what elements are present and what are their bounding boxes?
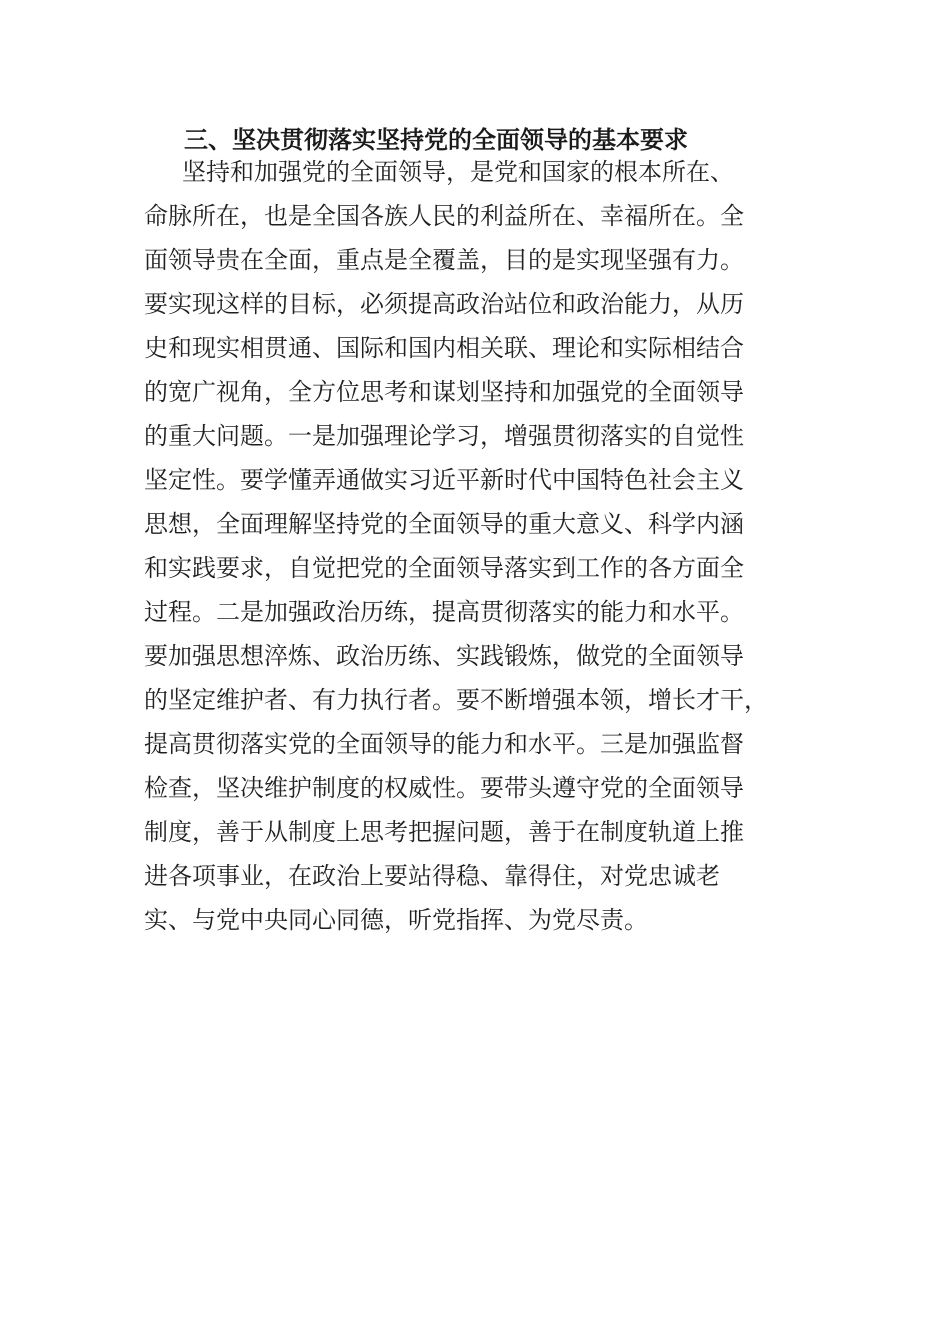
paragraph-line: 和实践要求，自觉把党的全面领导落实到工作的各方面全 (144, 554, 744, 582)
body-paragraph (144, 150, 804, 942)
paragraph-line: 史和现实相贯通、国际和国内相关联、理论和实际相结合 (144, 334, 744, 362)
paragraph-line: 进各项事业，在政治上要站得稳、靠得住，对党忠诚老 (144, 862, 720, 890)
paragraph-line: 要实现这样的目标，必须提高政治站位和政治能力，从历 (144, 290, 744, 318)
section-heading: 三、坚决贯彻落实坚持党的全面领导的基本要求 (184, 125, 688, 154)
paragraph-line: 面领导贵在全面，重点是全覆盖，目的是实现坚强有力。 (144, 246, 744, 274)
paragraph-line: 的宽广视角，全方位思考和谋划坚持和加强党的全面领导 (144, 378, 744, 406)
paragraph-line: 实、与党中央同心同德，听党指挥、为党尽责。 (144, 906, 648, 934)
paragraph-line: 制度，善于从制度上思考把握问题，善于在制度轨道上推 (144, 818, 744, 846)
paragraph-line: 命脉所在，也是全国各族人民的利益所在、幸福所在。全 (144, 202, 744, 230)
paragraph-line: 坚定性。要学懂弄通做实习近平新时代中国特色社会主义 (144, 466, 744, 494)
paragraph-line: 思想，全面理解坚持党的全面领导的重大意义、科学内涵 (144, 510, 744, 538)
paragraph-line: 提高贯彻落实党的全面领导的能力和水平。三是加强监督 (144, 730, 744, 758)
paragraph-line: 过程。二是加强政治历练，提高贯彻落实的能力和水平。 (144, 598, 744, 626)
paragraph-line: 的重大问题。一是加强理论学习，增强贯彻落实的自觉性 (144, 422, 744, 450)
paragraph-line: 检查，坚决维护制度的权威性。要带头遵守党的全面领导 (144, 774, 744, 802)
paragraph-line: 的坚定维护者、有力执行者。要不断增强本领，增长才干， (144, 686, 768, 714)
paragraph-line: 坚持和加强党的全面领导，是党和国家的根本所在、 (182, 158, 734, 186)
paragraph-line: 要加强思想淬炼、政治历练、实践锻炼，做党的全面领导 (144, 642, 744, 670)
